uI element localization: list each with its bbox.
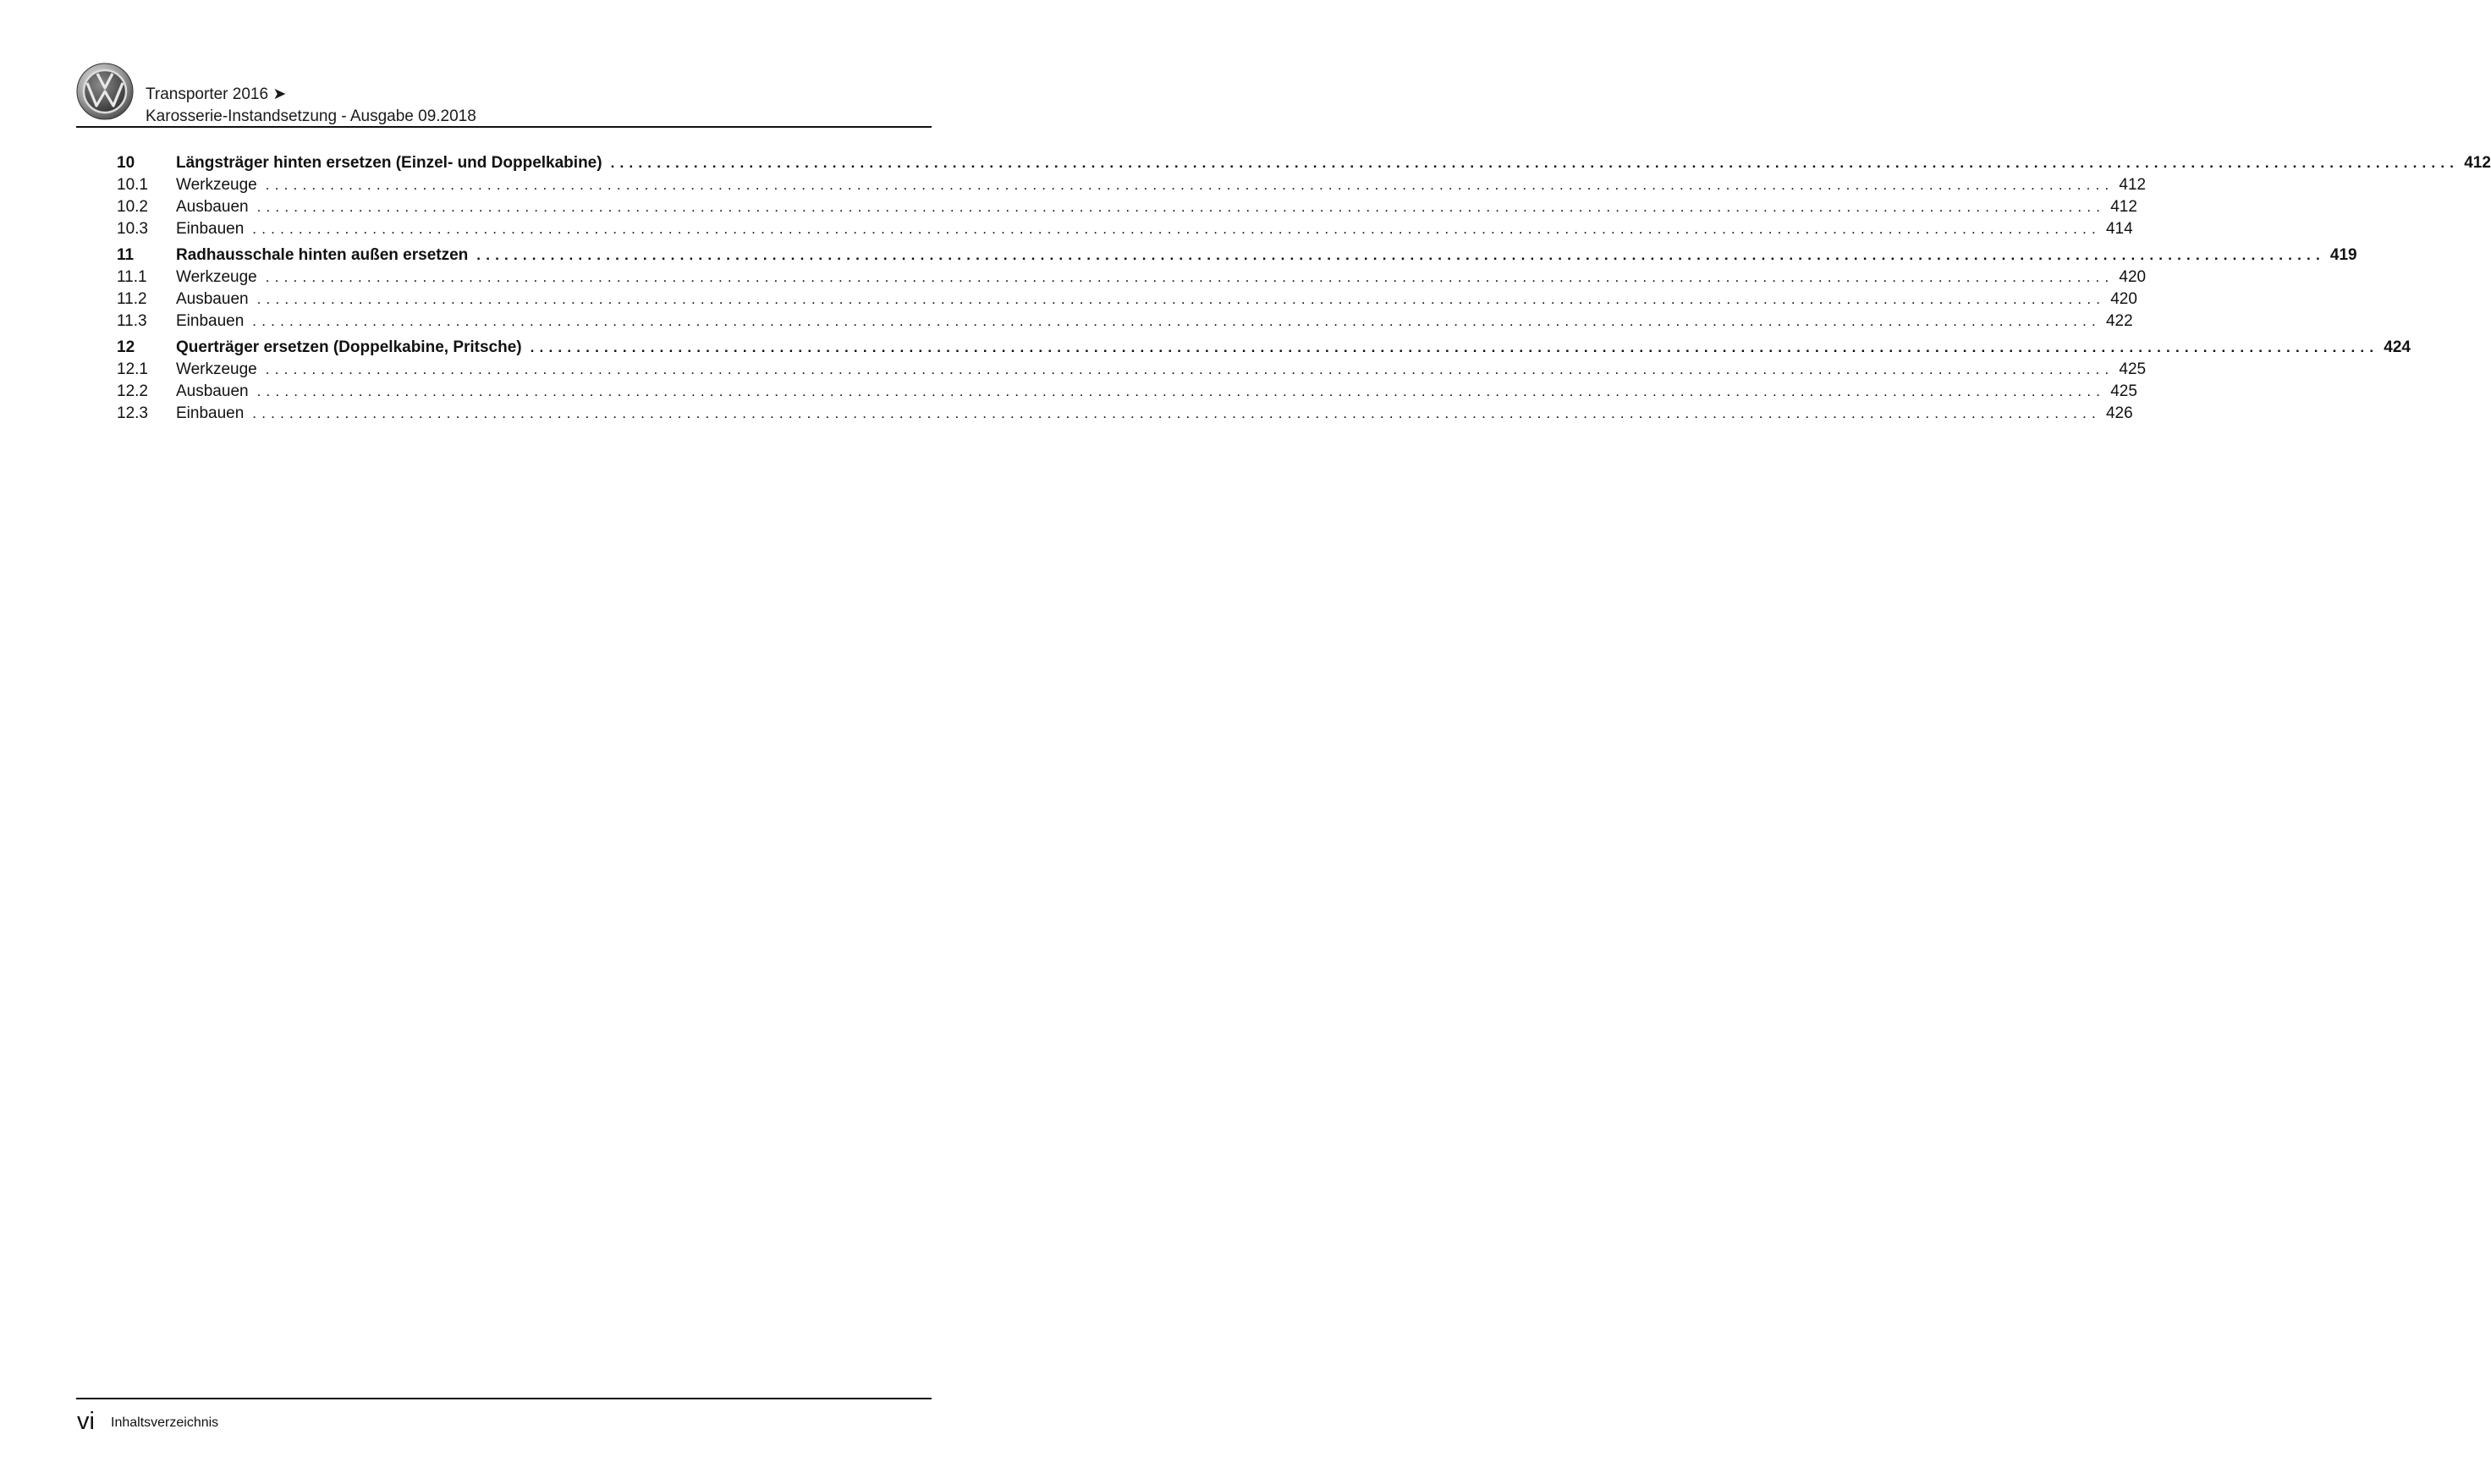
- toc-entry-title[interactable]: Werkzeuge: [176, 176, 257, 194]
- header-divider: [76, 126, 932, 128]
- toc-entry-number: 10.1: [117, 176, 148, 194]
- toc-entry-body: [176, 174, 2147, 196]
- toc-section-row[interactable]: [117, 359, 2147, 381]
- toc-section-row[interactable]: [117, 381, 2137, 403]
- toc-entry-body: [176, 267, 2147, 289]
- toc-entry-number: 12: [117, 338, 135, 356]
- toc-entry-page[interactable]: 425: [2119, 360, 2147, 378]
- toc-entry-title[interactable]: Radhausschale hinten außen ersetzen: [176, 246, 469, 264]
- toc-chapter-row[interactable]: [117, 152, 2491, 174]
- toc-entry-page[interactable]: 422: [2105, 312, 2133, 330]
- toc-entry-number: 11.3: [117, 312, 147, 330]
- toc-entry-page[interactable]: 412: [2464, 154, 2491, 172]
- toc-dot-leader: ........................................................................................................................................................................................................: [265, 269, 2114, 285]
- page-number: vi: [77, 1408, 95, 1435]
- toc-entry-title[interactable]: Ausbauen: [176, 382, 249, 400]
- toc-entry-number: 12.2: [117, 382, 148, 400]
- toc-entry-number: 11.2: [117, 290, 147, 308]
- toc-section-row[interactable]: [117, 267, 2147, 289]
- toc-section-row[interactable]: [117, 196, 2137, 218]
- toc-entry-body: [176, 245, 2357, 267]
- toc-entry-page[interactable]: 412: [2119, 176, 2147, 194]
- toc-entry-title[interactable]: Ausbauen: [176, 290, 249, 308]
- footer-divider: [76, 1398, 932, 1399]
- toc-chapter-row[interactable]: [117, 245, 2357, 267]
- toc-section-row[interactable]: [117, 289, 2137, 311]
- toc-dot-leader: ........................................................................................................................................................................................................: [530, 339, 2379, 355]
- toc-entry-page[interactable]: 424: [2384, 338, 2411, 356]
- toc-dot-leader: ........................................................................................................................................................................................................: [256, 199, 2106, 215]
- toc-section-row[interactable]: [117, 403, 2133, 425]
- footer-label: Inhaltsverzeichnis: [111, 1415, 219, 1430]
- toc-entry-title[interactable]: Ausbauen: [176, 198, 249, 216]
- toc-section-row[interactable]: [117, 174, 2147, 196]
- toc-dot-leader: ........................................................................................................................................................................................................: [252, 221, 2101, 237]
- toc-dot-leader: ........................................................................................................................................................................................................: [265, 361, 2114, 377]
- toc-entry-page[interactable]: 414: [2105, 220, 2133, 238]
- toc-entry-title[interactable]: Werkzeuge: [176, 268, 257, 286]
- toc-dot-leader: ........................................................................................................................................................................................................: [265, 177, 2114, 193]
- document-title: Transporter 2016 ➤: [146, 85, 287, 103]
- toc-entry-number: 10.2: [117, 198, 148, 216]
- toc-entry-number: 12.3: [117, 404, 148, 422]
- toc-entry-body: [176, 218, 2133, 240]
- toc-entry-page[interactable]: 419: [2329, 246, 2357, 264]
- toc-section-row[interactable]: [117, 218, 2133, 240]
- toc-entry-body: [176, 381, 2137, 403]
- toc-entry-number: 10.3: [117, 220, 148, 238]
- toc-entry-number: 12.1: [117, 360, 148, 378]
- toc-dot-leader: ........................................................................................................................................................................................................: [256, 291, 2106, 307]
- toc-entry-page[interactable]: 412: [2110, 198, 2137, 216]
- toc-dot-leader: ........................................................................................................................................................................................................: [256, 383, 2106, 399]
- table-of-contents: [117, 152, 2491, 425]
- toc-dot-leader: ........................................................................................................................................................................................................: [476, 247, 2325, 263]
- toc-section-row[interactable]: [117, 311, 2133, 333]
- toc-entry-title[interactable]: Längsträger hinten ersetzen (Einzel- und Doppelkabine): [176, 154, 602, 172]
- toc-entry-body: [176, 403, 2133, 425]
- toc-entry-title[interactable]: Einbauen: [176, 312, 245, 330]
- toc-entry-title[interactable]: Werkzeuge: [176, 360, 257, 378]
- toc-entry-number: 10: [117, 154, 135, 172]
- toc-entry-body: [176, 196, 2137, 218]
- toc-dot-leader: ........................................................................................................................................................................................................: [252, 405, 2101, 421]
- toc-entry-number: 11: [117, 246, 135, 264]
- toc-chapter-row[interactable]: [117, 337, 2411, 359]
- vw-logo: [76, 63, 134, 120]
- toc-entry-body: [176, 152, 2491, 174]
- toc-entry-body: [176, 289, 2137, 311]
- toc-entry-number: 11.1: [117, 268, 147, 286]
- toc-entry-title[interactable]: Einbauen: [176, 220, 245, 238]
- toc-entry-page[interactable]: 425: [2110, 382, 2137, 400]
- document-subtitle: Karosserie-Instandsetzung - Ausgabe 09.2018: [146, 107, 476, 125]
- toc-dot-leader: ........................................................................................................................................................................................................: [610, 155, 2460, 171]
- toc-entry-title[interactable]: Einbauen: [176, 404, 245, 422]
- toc-entry-body: [176, 337, 2411, 359]
- toc-entry-title[interactable]: Querträger ersetzen (Doppelkabine, Pritsche): [176, 338, 522, 356]
- toc-entry-body: [176, 359, 2147, 381]
- toc-dot-leader: ........................................................................................................................................................................................................: [252, 313, 2101, 329]
- toc-entry-page[interactable]: 426: [2105, 404, 2133, 422]
- toc-entry-body: [176, 311, 2133, 333]
- toc-entry-page[interactable]: 420: [2110, 290, 2137, 308]
- toc-entry-page[interactable]: 420: [2119, 268, 2147, 286]
